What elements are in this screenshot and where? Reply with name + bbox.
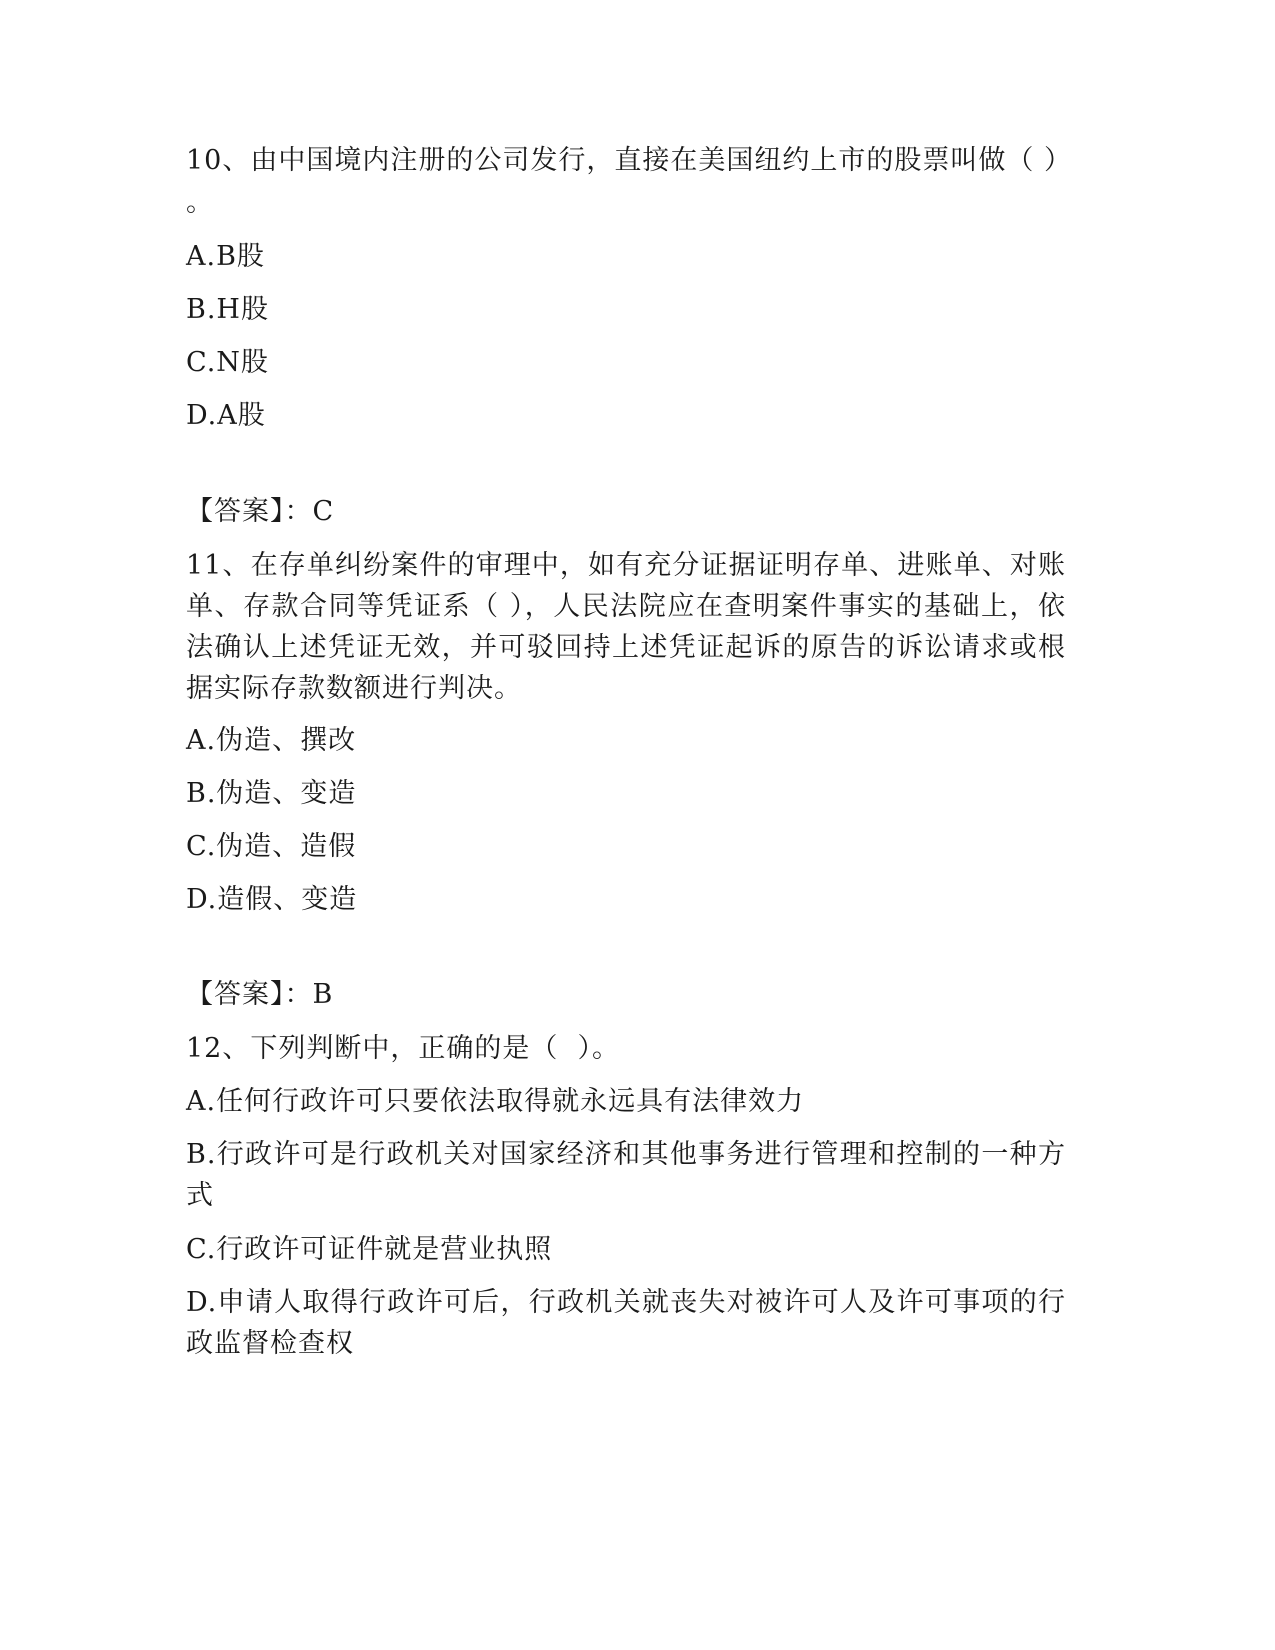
question-11-answer: 【答案】：B xyxy=(186,979,334,1010)
question-10-option-d: D.A股 xyxy=(186,400,266,431)
question-11-stem: 11、在存单纠纷案件的审理中，如有充分证据证明存单、进账单、对账单、存款合同等凭证系（ ），人民法院应在查明案件事实的基础上，依法确认上述凭证无效，并可驳回持上述凭证起诉的原告的诉讼请求或根据实际存款数额进行判决。 xyxy=(186,550,1066,704)
question-12-option-a: A.任何行政许可只要依法取得就永远具有法律效力 xyxy=(186,1086,805,1117)
question-11-option-a: A.伪造、撰改 xyxy=(186,725,357,756)
question-12-stem: 12、下列判断中，正确的是（ ）。 xyxy=(186,1033,621,1064)
question-11-option-c: C.伪造、造假 xyxy=(186,831,357,862)
question-12-option-c: C.行政许可证件就是营业执照 xyxy=(186,1234,553,1265)
question-11-option-b: B.伪造、变造 xyxy=(186,778,357,809)
question-11-option-d: D.造假、变造 xyxy=(186,884,358,915)
question-10-option-a: A.B股 xyxy=(186,241,265,272)
question-10-stem-tail: 。 xyxy=(186,187,214,218)
question-10-stem: 10、由中国境内注册的公司发行，直接在美国纽约上市的股票叫做（ ） xyxy=(186,145,1072,176)
question-10-answer: 【答案】：C xyxy=(186,496,335,527)
question-10-option-b: B.H股 xyxy=(186,294,269,325)
question-10-option-c: C.N股 xyxy=(186,347,269,378)
question-12-option-d: D.申请人取得行政许可后，行政机关就丧失对被许可人及许可事项的行政监督检查权 xyxy=(186,1287,1066,1359)
question-12-option-b: B.行政许可是行政机关对国家经济和其他事务进行管理和控制的一种方式 xyxy=(186,1139,1066,1211)
